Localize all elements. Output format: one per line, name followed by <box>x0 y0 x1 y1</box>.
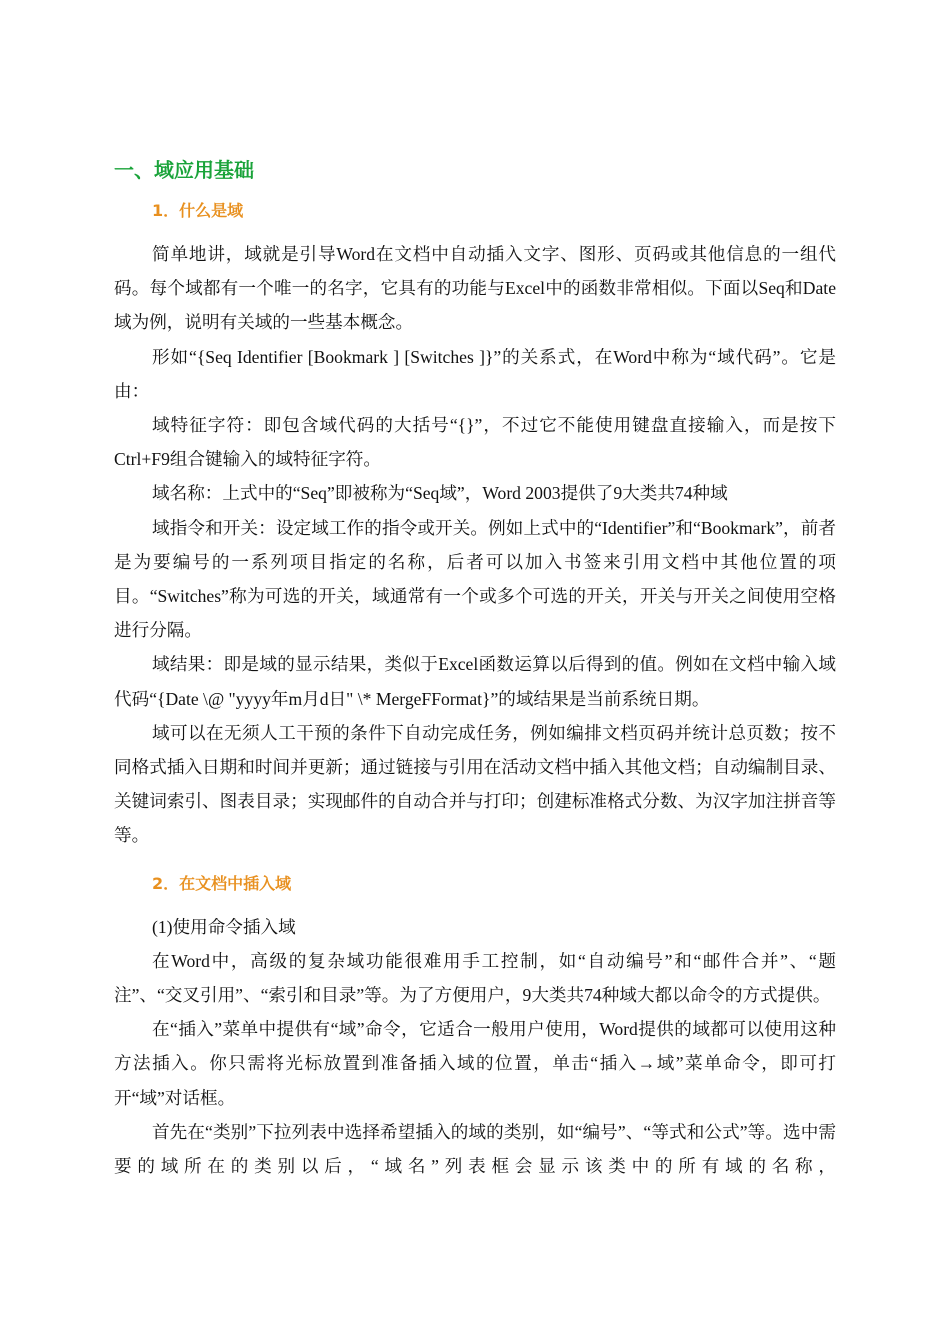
paragraph-field-uses: 域可以在无须人工干预的条件下自动完成任务，例如编排文档页码并统计总页数；按不同格式插入日期和时间并更新；通过链接与引用在活动文档中插入其他文档；自动编制目录、关键词索引、图表目录；实现邮件的自动合并与打印；创建标准格式分数、为汉字加注拼音等等。 <box>114 722 836 846</box>
paragraph-field-code-form: 形如“{Seq Identifier [Bookmark ] [Switches ]}”的关系式，在Word中称为“域代码”。它是由： <box>114 346 836 401</box>
subsection-heading-what-is-field: 1．什么是域 <box>152 201 244 220</box>
document-body <box>114 150 836 1183</box>
section-heading: 一、域应用基础 <box>114 158 254 182</box>
paragraph-field-characters: 域特征字符：即包含域代码的大括号“{}”，不过它不能使用键盘直接输入，而是按下Ctrl+F9组合键输入的域特征字符。 <box>114 415 836 470</box>
paragraph-field-definition: 简单地讲，域就是引导Word在文档中自动插入文字、图形、页码或其他信息的一组代码。每个域都有一个唯一的名字，它具有的功能与Excel中的函数非常相似。下面以Seq和Date域为例，说明有关域的一些基本概念。 <box>114 244 836 333</box>
paragraph-insert-menu: 在“插入”菜单中提供有“域”命令，它适合一般用户使用，Word提供的域都可以使用这种方法插入。你只需将光标放置到准备插入域的位置，单击“插入→域”菜单命令，即可打开“域”对话框。 <box>114 1019 836 1108</box>
paragraph-field-name: 域名称：上式中的“Seq”即被称为“Seq域”，Word 2003提供了9大类共74种域 <box>152 483 728 504</box>
paragraph-field-result: 域结果：即是域的显示结果，类似于Excel函数运算以后得到的值。例如在文档中输入域代码“{Date \@ "yyyy年m月d日" \* MergeFFormat}”的域结果是当前系统日期。 <box>114 654 836 709</box>
subsection-heading-insert-field: 2．在文档中插入域 <box>152 873 292 893</box>
paragraph-category-list: 首先在“类别”下拉列表中选择希望插入的域的类别，如“编号”、“等式和公式”等。选中需要的域所在的类别以后，“域名”列表框会显示该类中的所有域的名称， <box>114 1121 836 1177</box>
paragraph-field-instructions: 域指令和开关：设定域工作的指令或开关。例如上式中的“Identifier”和“Bookmark”，前者是为要编号的一系列项目指定的名称，后者可以加入书签来引用文档中其他位置的项目。“Switches”称为可选的开关，域通常有一个或多个可选的开关，开关与开关之间使用空格进行分隔。 <box>114 517 836 641</box>
paragraph-complex-fields: 在Word中，高级的复杂域功能很难用手工控制，如“自动编号”和“邮件合并”、“题注”、“交叉引用”、“索引和目录”等。为了方便用户，9大类共74种域大都以命令的方式提供。 <box>114 950 836 1006</box>
paragraph-insert-by-command: (1)使用命令插入域 <box>152 916 296 937</box>
